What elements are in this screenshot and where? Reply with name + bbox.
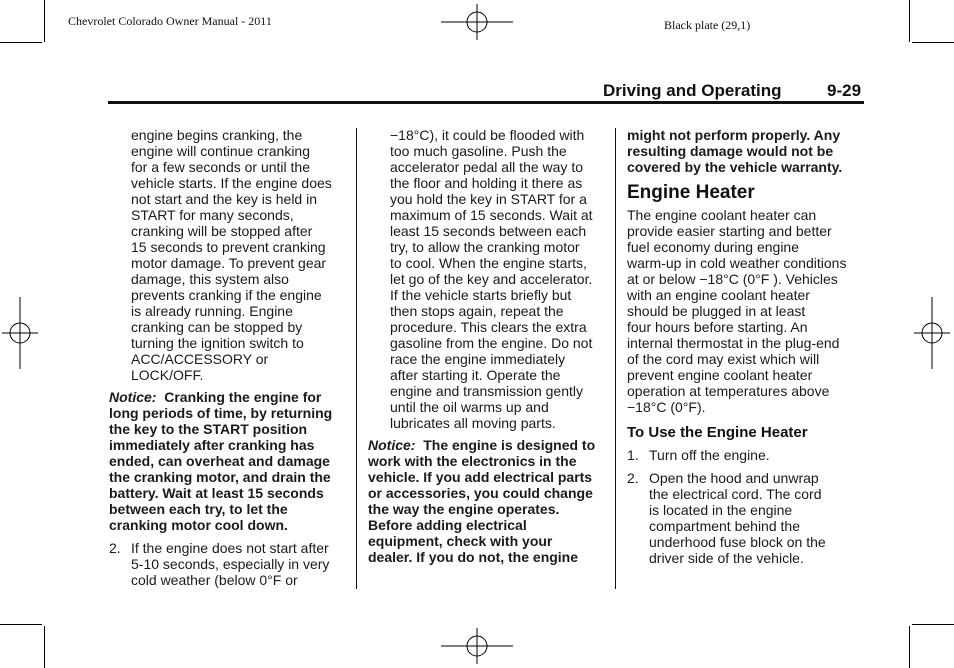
notice-line [368,549,608,565]
text-line: with an engine coolant heater [627,287,810,303]
notice-line [109,421,349,437]
slug-manual-title: Chevrolet Colorado Owner Manual - 2011 [68,14,272,28]
notice-line [109,389,349,405]
text-line: If the engine does not start after [131,540,329,556]
text-line: ACC/ACCESSORY or [131,351,269,367]
text-line: provide easier starting and better [627,223,832,239]
notice-text: the way the engine operates. [368,501,560,517]
notice-text: or accessories, you could change [368,485,593,501]
text-line: try, to allow the cranking motor [390,239,580,255]
sub-heading: To Use the Engine Heater [627,424,808,441]
notice-line [109,517,349,533]
text-line: engine and transmission gently [390,383,584,399]
list-item [627,470,867,566]
list-item [109,540,349,588]
list-number: 2. [627,470,639,486]
text-line: prevent engine coolant heater [627,367,813,383]
text-line: Turn off the engine. [649,447,770,463]
text-line: cranking will be stopped after [131,223,313,239]
header-rule [108,101,864,104]
notice-line [368,453,608,469]
text-line: turning the ignition switch to [131,335,304,351]
notice-line [109,405,349,421]
text-line: cranking can be stopped by [131,319,303,335]
notice-text: equipment, check with your [368,533,553,549]
notice-text: cranking motor cool down. [109,517,288,533]
section-heading: Engine Heater [627,182,755,203]
crop-mark [909,0,910,42]
registration-mark-icon [2,297,38,369]
text-line: let go of the key and accelerator. [390,271,593,287]
text-line: should be plugged in at least [627,303,806,319]
notice-text: Before adding electrical [368,517,527,533]
text-line: you hold the key in START for a [390,191,587,207]
text-line: maximum of 15 seconds. Wait at [390,207,593,223]
notice-line [627,159,867,175]
text-line: underhood fuse block on the [649,534,826,550]
text-line: motor damage. To prevent gear [131,255,327,271]
text-line: procedure. This clears the extra [390,319,587,335]
text-line: at or below −18°C (0°F ). Vehicles [627,271,838,287]
registration-mark-icon [914,297,950,369]
list-item [627,447,867,463]
notice-line [627,143,867,159]
notice-text: dealer. If you do not, the engine [368,549,579,565]
notice-text: the cranking motor, and drain the [109,469,331,485]
notice-text: long periods of time, by returning [109,405,333,421]
column-separator [615,128,616,589]
text-line: lubricates all moving parts. [390,415,556,431]
text-line: for a few seconds or until the [131,159,310,175]
notice-text: immediately after cranking has [109,437,315,453]
text-line: until the oil warms up and [390,399,549,415]
text-line: is located in the engine [649,502,793,518]
text-line: gasoline from the engine. Do not [390,335,593,351]
notice-line [109,501,349,517]
crop-mark [0,624,42,625]
body-text [109,127,349,383]
notice-line [109,437,349,453]
notice-text: the key to the START position [109,421,308,437]
text-line: the floor and holding it there as [390,175,583,191]
text-line: warm-up in cold weather conditions [627,255,847,271]
text-line: then stops again, repeat the [390,303,564,319]
text-line: race the engine immediately [390,351,566,367]
text-line: −18°C (0°F). [627,399,706,415]
notice-text: might not perform properly. Any [627,127,841,143]
text-line: 15 seconds to prevent cranking [131,239,326,255]
crop-mark [44,626,45,668]
notice-line [368,501,608,517]
column-1 [109,127,349,588]
notice-text: work with the electronics in the [368,453,577,469]
crop-mark [44,0,45,42]
text-line: internal thermostat in the plug-end [627,335,840,351]
text-line: damage, this system also [131,271,289,287]
text-line: accelerator pedal all the way to [390,159,583,175]
text-line: fuel economy during engine [627,239,800,255]
page-number: 9-29 [827,81,862,100]
list-number: 2. [109,540,121,556]
notice-text: ended, can overheat and damage [109,453,330,469]
notice-text: resulting damage would not be [627,143,834,159]
notice-text: between each try, to let the [109,501,288,517]
text-line: Open the hood and unwrap [649,470,819,486]
column-separator [356,128,357,589]
notice-block [109,389,349,533]
step-list [627,447,867,566]
crop-mark [912,624,954,625]
notice-line [627,127,867,143]
notice-line [109,453,349,469]
section-title: Driving and Operating [603,81,782,100]
notice-text: The engine is designed to [423,437,596,453]
body-text [368,127,608,431]
notice-line [368,469,608,485]
notice-line [368,485,608,501]
notice-line [368,533,608,549]
notice-continuation [627,127,867,175]
text-line: least 15 seconds between each [390,223,587,239]
notice-label: Notice: [109,389,157,405]
notice-block [368,437,608,565]
slug-plate-info: Black plate (29,1) [664,18,751,32]
notice-line [109,485,349,501]
notice-text: battery. Wait at least 15 seconds [109,485,324,501]
text-line: −18°C), it could be flooded with [390,127,585,143]
text-line: operation at temperatures above [627,383,830,399]
text-line: is already running. Engine [131,303,293,319]
text-line: to cool. When the engine starts, [390,255,587,271]
notice-line [368,437,608,453]
text-line: START for many seconds, [131,207,294,223]
notice-text: vehicle. If you add electrical parts [368,469,593,485]
notice-text: Cranking the engine for [164,389,322,405]
crop-mark [909,626,910,668]
text-line: 5-10 seconds, especially in very [131,556,330,572]
column-3 [627,127,867,566]
body-text [627,207,867,415]
text-line: LOCK/OFF. [131,367,204,383]
text-line: If the vehicle starts briefly but [390,287,572,303]
registration-mark-icon [441,4,513,40]
list-number: 1. [627,447,639,463]
notice-line [109,469,349,485]
text-line: the electrical cord. The cord [649,486,822,502]
crop-mark [912,42,954,43]
text-line: vehicle starts. If the engine does [131,175,332,191]
text-line: engine will continue cranking [131,143,310,159]
text-line: driver side of the vehicle. [649,550,804,566]
column-2 [368,127,608,565]
notice-line [368,517,608,533]
crop-mark [0,42,42,43]
text-line: cold weather (below 0°F or [131,572,298,588]
text-line: prevents cranking if the engine [131,287,322,303]
text-line: engine begins cranking, the [131,127,303,143]
text-line: four hours before starting. An [627,319,808,335]
text-line: compartment behind the [649,518,800,534]
text-line: after starting it. Operate the [390,367,561,383]
text-line: too much gasoline. Push the [390,143,567,159]
registration-mark-icon [441,628,513,664]
notice-label: Notice: [368,437,416,453]
text-line: of the cord may exist which will [627,351,820,367]
text-line: The engine coolant heater can [627,207,817,223]
notice-text: covered by the vehicle warranty. [627,159,843,175]
text-line: not start and the key is held in [131,191,317,207]
